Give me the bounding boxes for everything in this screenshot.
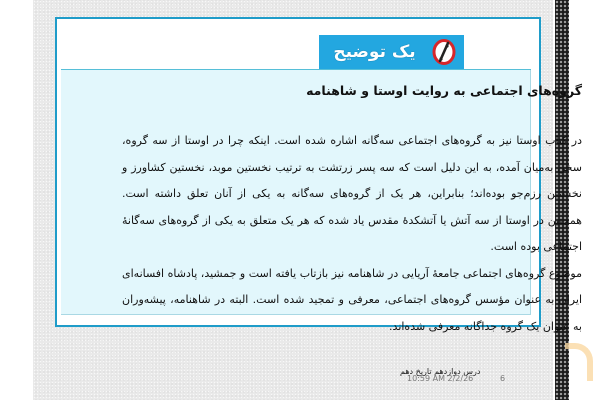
footer-title: درس دوازدهم تاریخ دهم (400, 367, 481, 376)
paragraph: موضوع گروه‌های اجتماعی جامعهٔ آریایی در شاهنامه نیز بازتاب یافته است و جمشید، پادشاه افسانه‌ای ایران به عنوان مؤسس گروه‌های اجتماعی، معرفی و تمجید شده است. البته در شاهنامه، پیشه‌وران به عنوان یک گروه جداگانه معرفی شده‌اند. (122, 266, 582, 333)
body-text (122, 128, 582, 340)
decorative-orange-arc (565, 343, 593, 381)
slide-number: 6 (500, 374, 506, 383)
footer-datetime: 10:59 AM 2/2/26 (407, 374, 474, 383)
paragraph: در کتاب اوستا نیز به گروه‌های اجتماعی سه‌گانه اشاره شده است. اینکه چرا در اوستا از سه گروه، سخن به‌میان آمده، به این دلیل است که سه پسر زرتشت به ترتیب نخستین موبد، نخستین کشاورز و نخستین رزم‌جو بوده‌اند؛ بنابراین، هر یک از گروه‌های سه‌گانه به یکی از آنان تعلق داشته است. همچنین در اوستا از سه آتش یا آتشکدهٔ مقدس یاد شده که هر یک متعلق به یکی از گروه‌های سه‌گانهٔ اجتماعی بوده است. (122, 134, 582, 253)
no-writing-icon (432, 39, 456, 65)
section-heading: گروه‌های اجتماعی به روایت اوستا و شاهنامه (306, 83, 582, 98)
header-area (57, 19, 539, 69)
slide-title: یک توضیح (333, 42, 416, 62)
title-banner (319, 35, 464, 69)
